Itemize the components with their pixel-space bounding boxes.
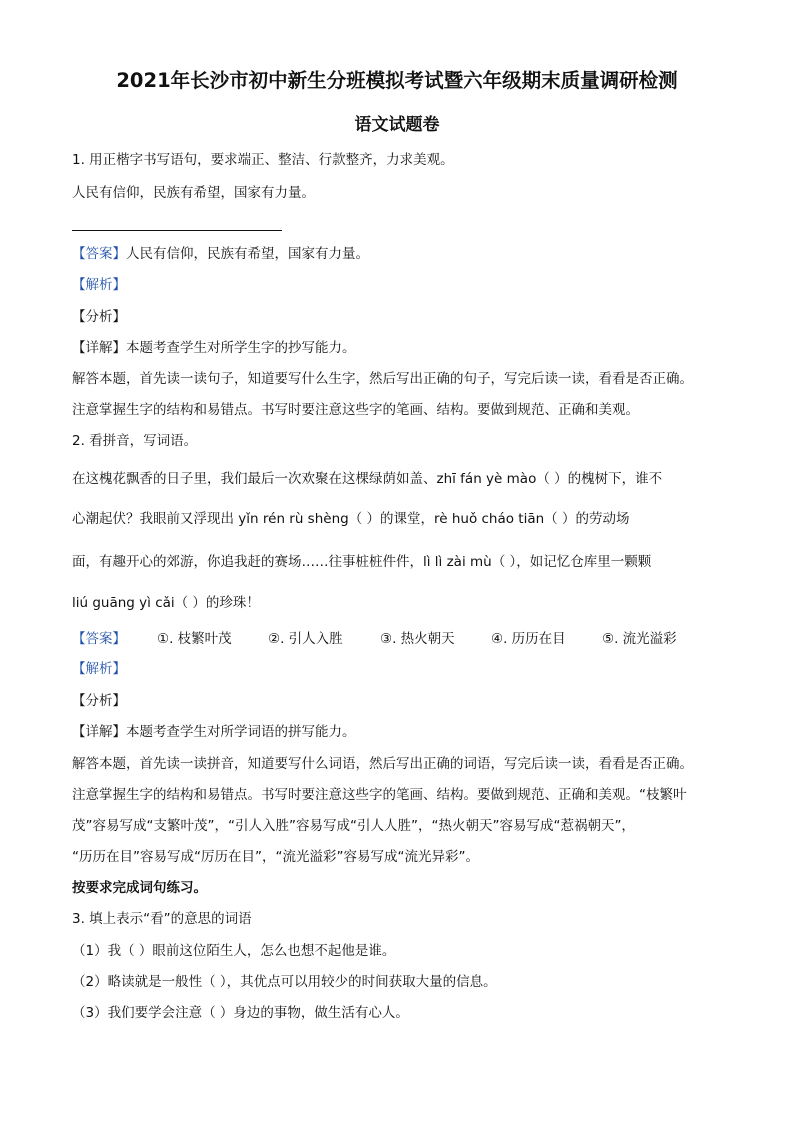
q2-passage-line-2: 心潮起伏？我眼前又浮现出 yǐn rén rù shèng（ ）的课堂，rè huǒ cháo tiān（ ）的劳动场: [72, 511, 630, 527]
q3-item-1: （1）我（ ）眼前这位陌生人，怎么也想不起他是谁。: [72, 943, 396, 959]
q1-detail-text: 本题考查学生对所学生字的抄写能力。: [126, 340, 356, 356]
q2-prompt: 2. 看拼音，写词语。: [72, 433, 198, 449]
q2-detail-row: [72, 723, 356, 741]
q2-jiexi-tag: 【解析】: [72, 661, 126, 677]
q2-explain-line-2: 注意掌握生字的结构和易错点。书写时要注意这些字的笔画、结构。要做到规范、正确和美观。“枝繁叶: [72, 787, 687, 803]
section-heading: 按要求完成词句练习。: [72, 880, 207, 896]
q2-answer-5: ⑤. 流光溢彩: [602, 631, 677, 647]
q1-answer-text: 人民有信仰，民族有希望，国家有力量。: [126, 246, 369, 262]
q3-prompt: 3. 填上表示“看”的意思的词语: [72, 911, 252, 927]
q1-explain-line-1: 解答本题，首先读一读句子，知道要写什么生字，然后写出正确的句子，写完后读一读，看看是否正确。: [72, 371, 693, 387]
page-subtitle: 语文试题卷: [354, 115, 440, 135]
q2-detail-text: 本题考查学生对所学词语的拼写能力。: [126, 724, 356, 740]
q1-jiexi-tag: 【解析】: [72, 277, 126, 293]
q2-passage-line-4: liú guāng yì cǎi（ ）的珍珠！: [72, 595, 260, 611]
detail-tag: 【详解】: [72, 724, 126, 740]
q2-explain-line-1: 解答本题，首先读一读拼音，知道要写什么词语，然后写出正确的词语，写完后读一读，看看是否正确。: [72, 756, 693, 772]
q3-item-3: （3）我们要学会注意（ ）身边的事物，做生活有心人。: [72, 1005, 409, 1021]
q2-answer-tag: 【答案】: [72, 631, 126, 647]
detail-tag: 【详解】: [72, 340, 126, 356]
q2-explain-line-3: 茂”容易写成“支繁叶茂”，“引人入胜”容易写成“引人人胜”，“热火朝天”容易写成“惹祸朝天”，: [72, 818, 635, 834]
q2-explain-line-4: “历历在目”容易写成“厉历在目”，“流光溢彩”容易写成“流光异彩”。: [72, 849, 479, 865]
q2-answer-1: ①. 枝繁叶茂: [157, 631, 232, 647]
q2-passage-line-3: 面，有趣开心的郊游，你追我赶的赛场……往事桩桩件件，lì lì zài mù（ ），如记忆仓库里一颗颗: [72, 554, 652, 570]
q1-prompt: 1. 用正楷字书写语句，要求端正、整洁、行款整齐，力求美观。: [72, 152, 454, 168]
q3-item-2: （2）略读就是一般性（ ），其优点可以用较少的时间获取大量的信息。: [72, 974, 497, 990]
q1-detail-row: [72, 339, 356, 357]
q2-fenxi-tag: 【分析】: [72, 693, 126, 709]
q1-writing-line: [72, 230, 282, 231]
q2-answer-2: ②. 引人入胜: [268, 631, 343, 647]
q1-fenxi-tag: 【分析】: [72, 309, 126, 325]
q1-answer-row: [72, 245, 369, 263]
q2-answer-3: ③. 热火朝天: [380, 631, 455, 647]
page-title: 2021年长沙市初中新生分班模拟考试暨六年级期末质量调研检测: [116, 69, 678, 92]
q2-passage-line-1: 在这槐花飘香的日子里，我们最后一次欢聚在这棵绿荫如盖、zhī fán yè mào（ ）的槐树下，谁不: [72, 471, 663, 487]
q1-sentence: 人民有信仰，民族有希望，国家有力量。: [72, 185, 315, 201]
q2-answer-4: ④. 历历在目: [491, 631, 566, 647]
q1-explain-line-2: 注意掌握生字的结构和易错点。书写时要注意这些字的笔画、结构。要做到规范、正确和美观。: [72, 402, 639, 418]
answer-tag: 【答案】: [72, 246, 126, 262]
